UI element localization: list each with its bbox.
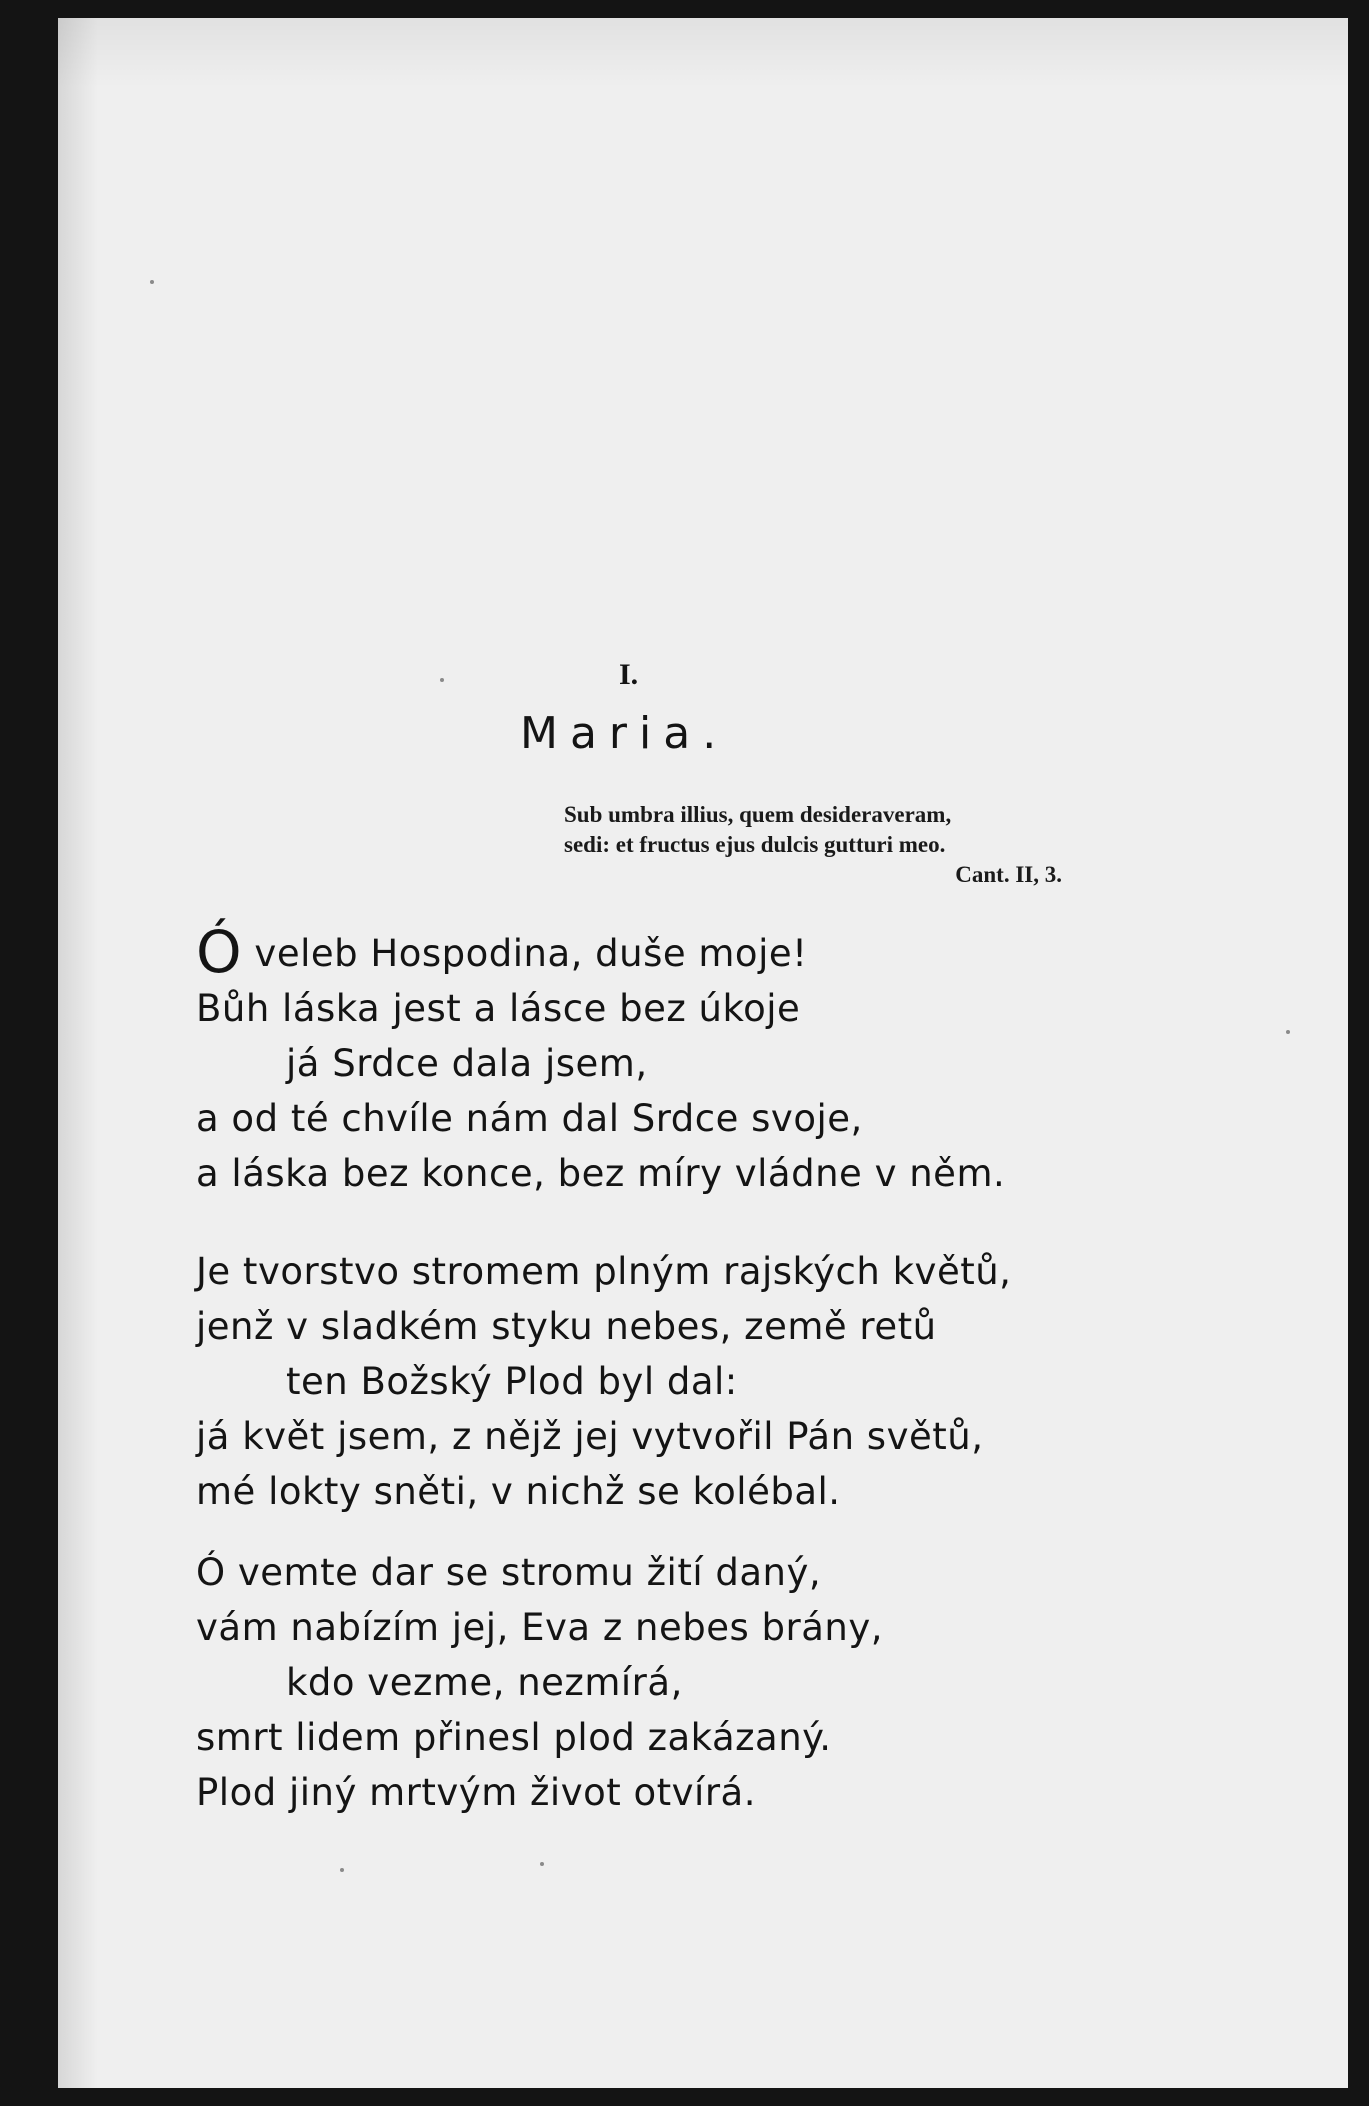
page-content: [58, 18, 1348, 2088]
verse-line: Je tvorstvo stromem plným rajských květů,: [196, 1250, 1012, 1293]
verse-line: já květ jsem, z nějž jej vytvořil Pán světů,: [196, 1415, 984, 1458]
section-number: I.: [619, 658, 639, 691]
verse-line: Bůh láska jest a lásce bez úkoje: [196, 987, 801, 1030]
verse-line: a od té chvíle nám dal Srdce svoje,: [196, 1097, 863, 1140]
poem-title: Maria.: [520, 708, 729, 759]
verse-line: já Srdce dala jsem,: [286, 1042, 648, 1085]
verse-line: [196, 918, 1216, 986]
verse-line: ten Božský Plod byl dal:: [286, 1360, 738, 1403]
verse-line: kdo vezme, nezmírá,: [286, 1661, 683, 1704]
verse-line: smrt lidem přinesl plod zakázaný.: [196, 1716, 832, 1759]
verse-line: vám nabízím jej, Eva z nebes brány,: [196, 1606, 883, 1649]
initial-letter: Ó: [196, 918, 243, 986]
verse-line: a láska bez konce, bez míry vládne v něm.: [196, 1152, 1006, 1195]
stanza-3: [196, 1545, 1216, 1820]
verse-line: jenž v sladkém styku nebes, země retů: [196, 1305, 937, 1348]
verse-text: veleb Hospodina, duše moje!: [254, 932, 808, 975]
stanza-2: [196, 1244, 1216, 1519]
verse-line: mé lokty sněti, v nichž se kolébal.: [196, 1470, 841, 1513]
verse-line: Ó vemte dar se stromu žití daný,: [196, 1551, 822, 1594]
epigraph-line: sedi: et fructus ejus dulcis gutturi meo.: [564, 832, 946, 857]
epigraph-citation: Cant. II, 3.: [955, 862, 1062, 887]
epigraph: [564, 800, 1084, 890]
verse-line: Plod jiný mrtvým život otvírá.: [196, 1771, 756, 1814]
book-page: [58, 18, 1348, 2088]
stanza-1: [196, 918, 1216, 1201]
epigraph-line: Sub umbra illius, quem desideraveram,: [564, 802, 952, 827]
